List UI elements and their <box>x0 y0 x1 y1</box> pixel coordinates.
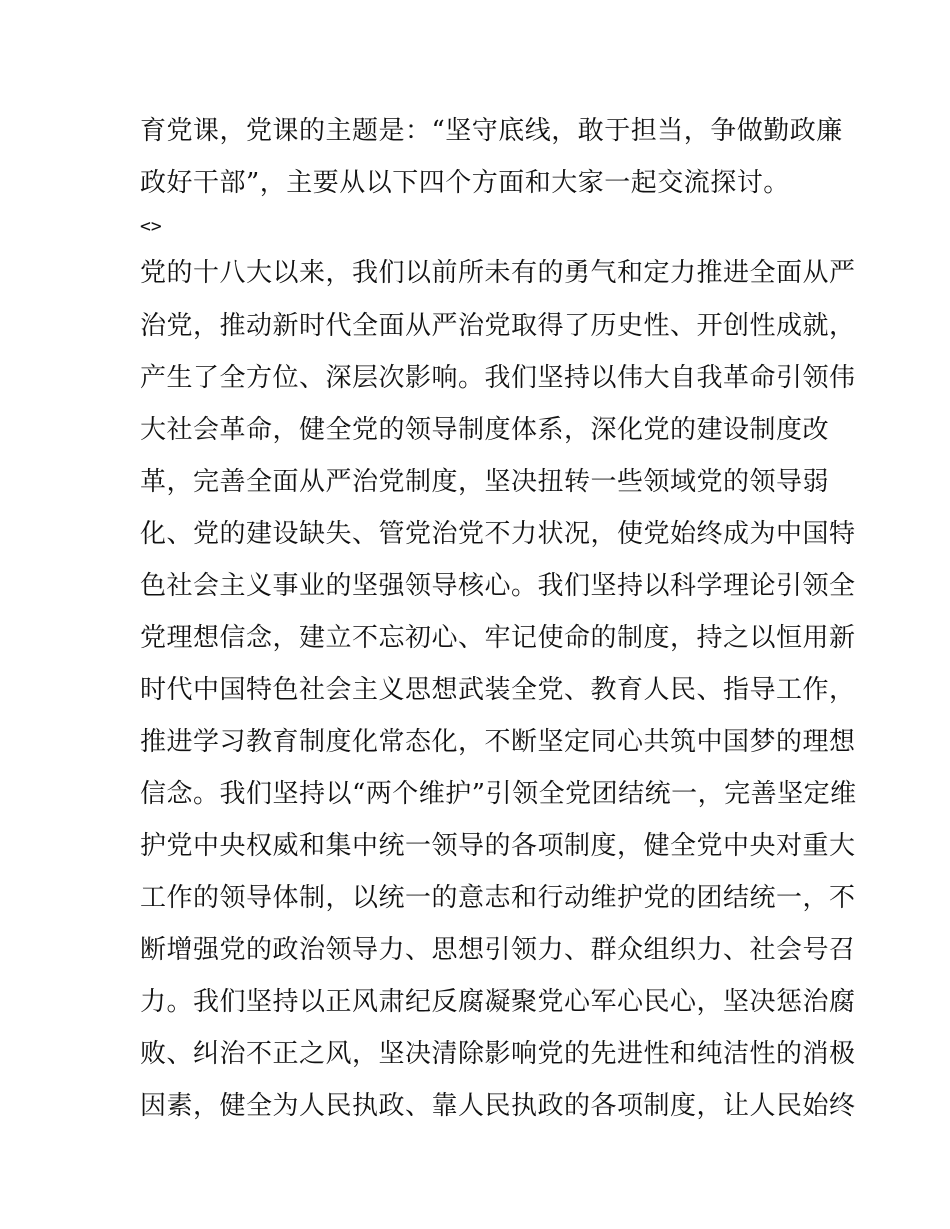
text-line: 时代中国特色社会主义思想武装全党、教育人民、指导工作， <box>140 675 856 705</box>
text-line: 断增强党的政治领导力、思想引领力、群众组织力、社会号召 <box>140 935 856 965</box>
text-line: 政好干部”，主要从以下四个方面和大家一起交流探讨。 <box>140 168 790 198</box>
text-line: 败、纠治不正之风，坚决清除影响党的先进性和纯洁性的消极 <box>140 1039 856 1069</box>
text-line: 工作的领导体制，以统一的意志和行动维护党的团结统一，不 <box>140 883 856 913</box>
text-line: 化、党的建设缺失、管党治党不力状况，使党始终成为中国特 <box>140 519 856 549</box>
text-line: 产生了全方位、深层次影响。我们坚持以伟大自我革命引领伟 <box>140 363 856 393</box>
text-line: 力。我们坚持以正风肃纪反腐凝聚党心军心民心，坚决惩治腐 <box>140 987 856 1017</box>
text-line: 推进学习教育制度化常态化，不断坚定同心共筑中国梦的理想 <box>140 727 856 757</box>
section-marker: <> <box>140 216 162 237</box>
text-line: 党的十八大以来，我们以前所未有的勇气和定力推进全面从严 <box>140 258 856 288</box>
text-line: 育党课，党课的主题是：“坚守底线，敢于担当，争做勤政廉 <box>140 116 843 146</box>
text-line: 大社会革命，健全党的领导制度体系，深化党的建设制度改 <box>140 415 830 445</box>
text-line: 因素，健全为人民执政、靠人民执政的各项制度，让人民始终 <box>140 1091 856 1121</box>
text-line: 革，完善全面从严治党制度，坚决扭转一些领域党的领导弱 <box>140 467 830 497</box>
text-line: 治党，推动新时代全面从严治党取得了历史性、开创性成就， <box>140 311 856 341</box>
text-line: 信念。我们坚持以“两个维护”引领全党团结统一，完善坚定维 <box>140 779 857 809</box>
text-line: 护党中央权威和集中统一领导的各项制度，健全党中央对重大 <box>140 831 856 861</box>
text-line: 色社会主义事业的坚强领导核心。我们坚持以科学理论引领全 <box>140 571 856 601</box>
text-line: 党理想信念，建立不忘初心、牢记使命的制度，持之以恒用新 <box>140 623 856 653</box>
